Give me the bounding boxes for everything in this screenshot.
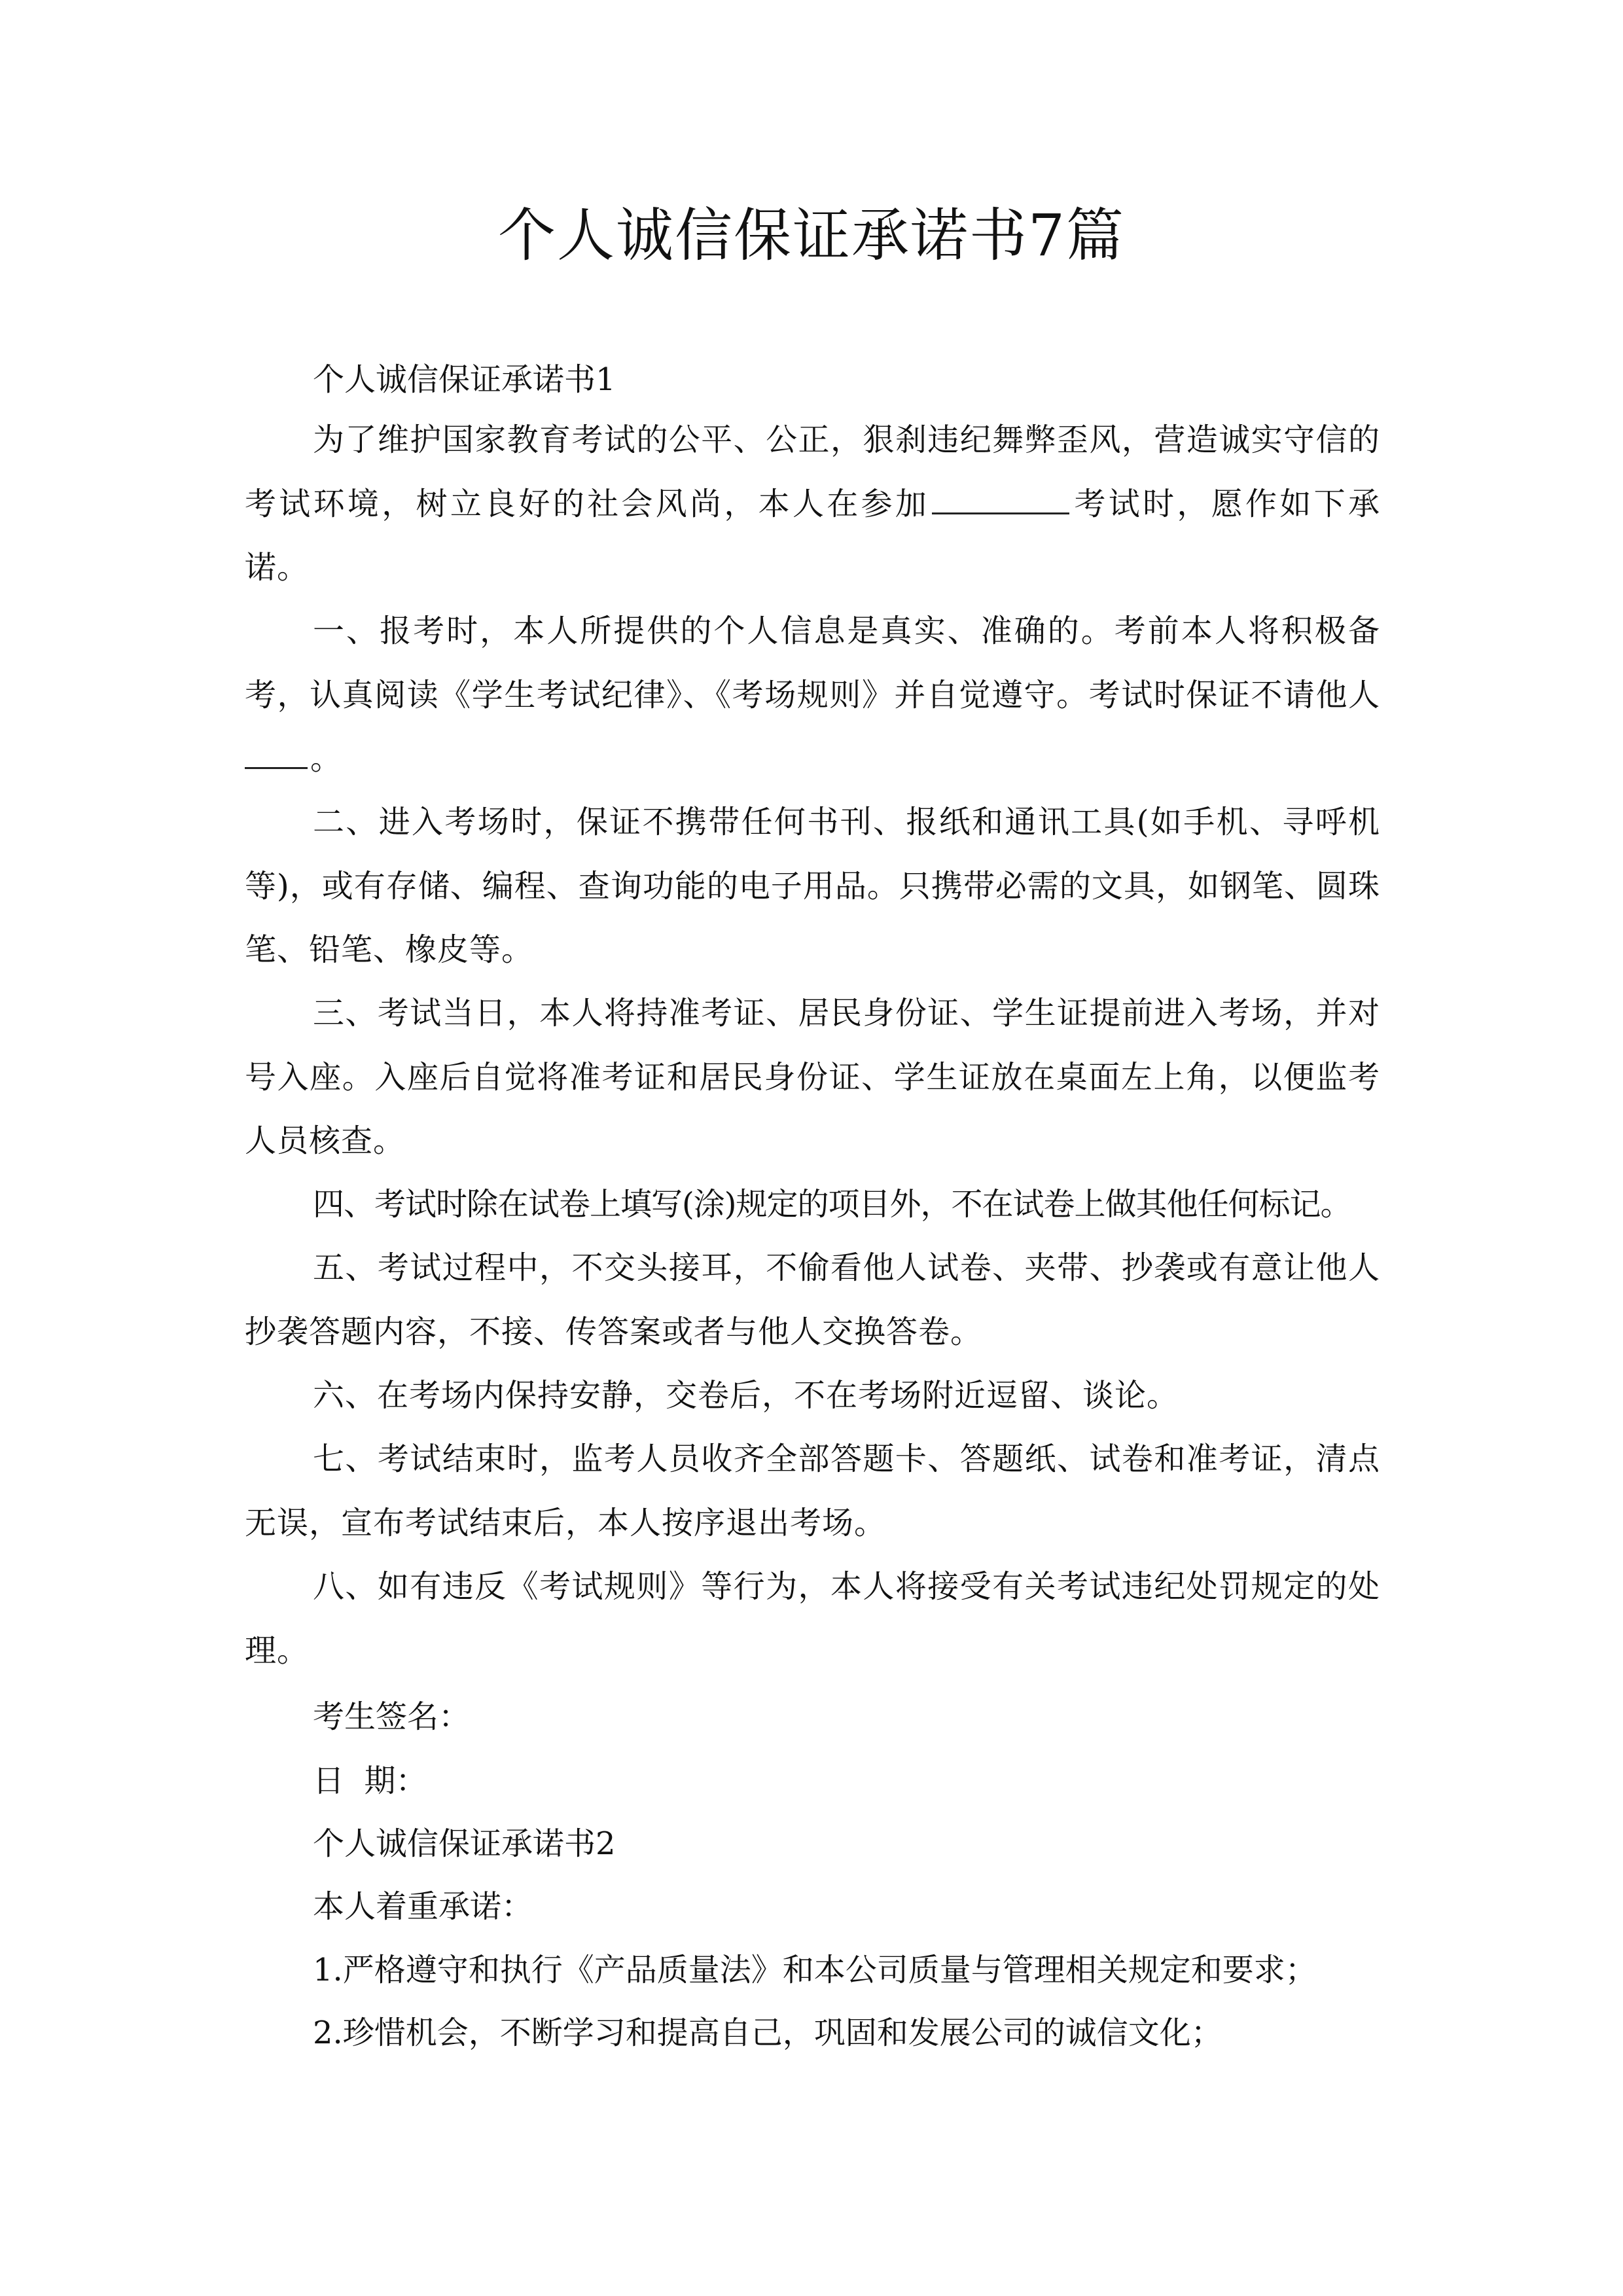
section1-heading: 个人诚信保证承诺书1 (313, 361, 616, 398)
section1-item-7: 七、考试结束时，监考人员收齐全部答题卡、答题纸、试卷和准考证，清点无误，宣布考试结束后，本人按序退出考场。 (245, 1441, 1380, 1541)
section1-item-8: 八、如有违反《考试规则》等行为，本人将接受有关考试违纪处罚规定的处理。 (245, 1568, 1380, 1669)
section2-item-2: 2.珍惜机会，不断学习和提高自己，巩固和发展公司的诚信文化； (313, 2015, 1222, 2051)
section2-heading: 个人诚信保证承诺书2 (313, 1825, 616, 1862)
signature-label: 考生签名： (313, 1698, 471, 1735)
document-title: 个人诚信保证承诺书7篇 (498, 202, 1125, 269)
section1-item-1-text: 一、报考时，本人所提供的个人信息是真实、准确的。考前本人将积极备考，认真阅读《学生考试纪律》、《考场规则》并自觉遵守。考试时保证不请他人 (245, 613, 1380, 713)
section1-item-3: 三、考试当日，本人将持准考证、居民身份证、学生证提前进入考场，并对号入座。入座后自觉将准考证和居民身份证、学生证放在桌面左上角，以便监考人员核查。 (245, 995, 1380, 1159)
section1-item-1 (245, 600, 1380, 791)
section1-intro-paragraph (245, 408, 1380, 600)
substitute-blank (245, 744, 308, 769)
date-label: 日 期： (313, 1763, 427, 1799)
section2-item-1: 1.严格遵守和执行《产品质量法》和本公司质量与管理相关规定和要求； (313, 1952, 1317, 1988)
section1-item-4: 四、考试时除在试卷上填写(涂)规定的项目外，不在试卷上做其他任何标记。 (313, 1186, 1351, 1223)
section1-intro-text: 为了维护国家教育考试的公平、公正，狠刹违纪舞弊歪风，营造诚实守信的考试环境，树立良好的社会风尚，本人在参加 (245, 422, 1380, 522)
section1-item-1-ending: 。 (310, 740, 343, 777)
section2-intro: 本人着重承诺： (313, 1888, 533, 1925)
section1-intro-ending: 考试时，愿作如下承诺。 (245, 485, 1380, 586)
exam-name-blank (932, 489, 1069, 514)
section1-item-5: 五、考试过程中，不交头接耳，不偷看他人试卷、夹带、抄袭或有意让他人抄袭答题内容，不接、传答案或者与他人交换答卷。 (245, 1249, 1380, 1350)
section1-item-6: 六、在考场内保持安静，交卷后，不在考场附近逗留、谈论。 (313, 1377, 1179, 1414)
section1-item-2: 二、进入考场时，保证不携带任何书刊、报纸和通讯工具(如手机、寻呼机等)，或有存储、编程、查询功能的电子用品。只携带必需的文具，如钢笔、圆珠笔、铅笔、橡皮等。 (245, 804, 1380, 968)
